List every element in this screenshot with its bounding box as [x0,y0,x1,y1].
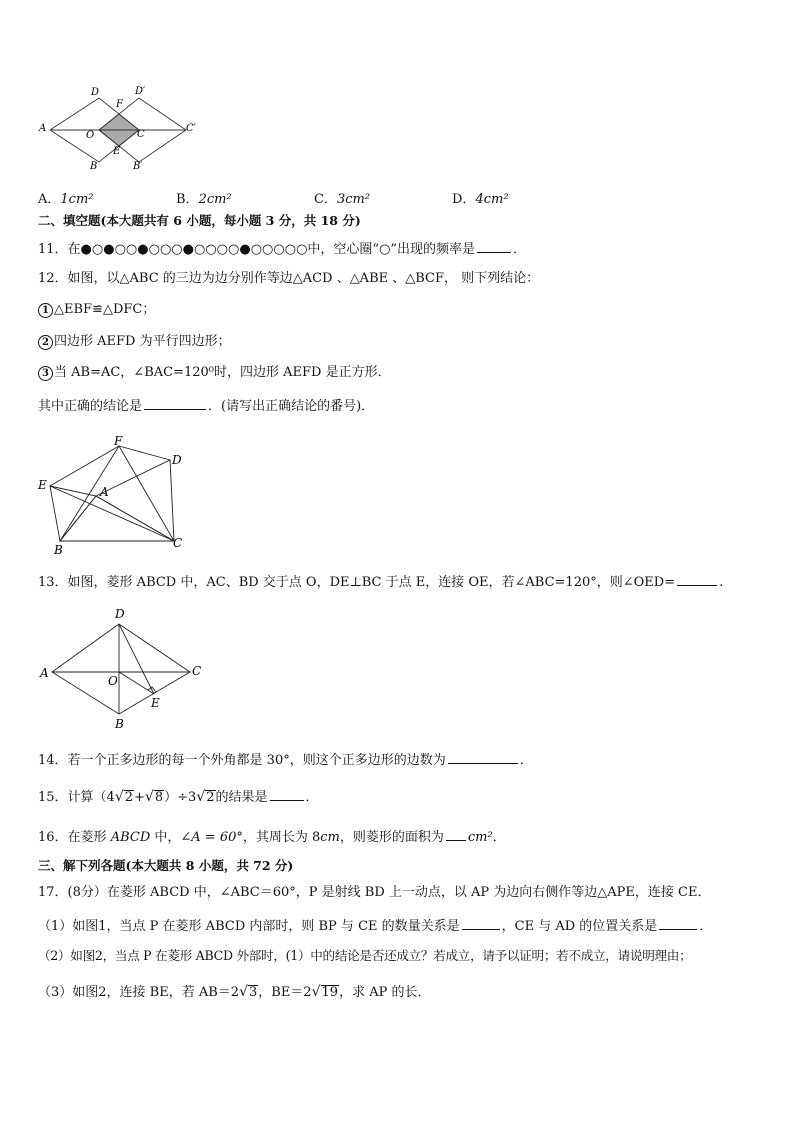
label-D: D [172,453,182,467]
label-C: C [173,536,183,550]
label-O: O [108,674,118,688]
question-12-ask: 其中正确的结论是 ．(请写出正确结论的番号)． [38,396,374,415]
figure-q12 [36,434,196,558]
question-12-statement-1: 1 △EBF≌△DFC； [38,302,155,318]
answer-blank-15[interactable] [270,787,304,801]
section-3-heading: 三、解下列各题(本大题共 8 小题，共 72 分) [38,858,294,873]
rhombus-abcd [52,624,190,714]
answer-blank-17-1a[interactable] [462,916,500,930]
question-17-part-2: （2）如图2，当点 P 在菱形 ABCD 外部时，(1）中的结论是否还成立？若成立，请予以证明；若不成立，请说明理由； [38,948,692,963]
circle-sequence: ●○●○○●○○○●○○○○●○○○○○ [80,242,308,257]
question-17-part-1: （1）如图1，当点 P 在菱形 ABCD 内部时，则 BP 与 CE 的数量关系是 ，CE 与 AD 的位置关系是 ． [38,916,712,935]
triangle-abc [60,496,174,541]
segment-ec [50,486,174,541]
label-F: F [114,434,123,448]
label-E: E [113,146,121,157]
label-E: E [38,478,47,492]
answer-blank-14[interactable] [448,750,518,764]
label-E: E [151,696,160,710]
section-2-heading: 二、填空题(本大题共有 6 小题，每小题 3 分，共 18 分) [38,213,361,228]
label-B: B [90,161,98,172]
label-B: B [115,717,124,731]
answer-blank-17-1b[interactable] [659,916,697,930]
label-D: D [91,87,100,98]
question-15: 15．计算（4√2+√8）÷3√2的结果是 ． [38,789,319,805]
label-C: C [192,664,202,678]
option-a: A．1cm² [38,192,94,207]
label-Dprime: D′ [135,86,146,97]
segment-ef [50,446,119,486]
label-Bprime: B′ [133,161,143,172]
question-12-statement-2: 2 四边形 AEFD 为平行四边形； [38,334,231,350]
answer-blank-16[interactable] [446,827,466,841]
figure-q13 [36,604,206,732]
question-14: 14．若一个正多边形的每一个外角都是 30°，则这个正多边形的边数为 ． [38,750,533,769]
question-12-statement-3: 3 当 AB=AC，∠BAC=120⁰时，四边形 AEFD 是正方形． [38,365,391,381]
triangle-bcf [60,446,174,541]
label-A: A [39,123,47,134]
question-17-part-3: （3）如图2，连接 BE，若 AB＝2√3，BE＝2√19，求 AP 的长． [38,984,431,1000]
label-C: C [137,129,145,140]
option-b: B．2cm² [176,192,232,207]
question-16: 16．在菱形 ABCD 中，∠A = 60°，其周长为 8cm，则菱形的面积为 cm²． [38,827,506,846]
question-11: 11．在●○●○○●○○○●○○○○●○○○○○中，空心圈“○”出现的频率是 ． [38,239,526,258]
label-B: B [54,543,63,557]
label-A: A [100,485,109,499]
label-Cprime: C′ [186,123,196,134]
answer-blank-12[interactable] [144,396,206,410]
option-d: D．4cm² [452,192,509,207]
label-O: O [86,130,95,141]
question-12-stem: 12．如图，以△ABC 的三边为边分别作等边△ACD 、△ABE 、△BCF， 则下列结论： [38,271,540,286]
label-F: F [116,99,123,110]
label-A: A [40,666,49,680]
option-c: C．3cm² [314,192,371,207]
answer-blank-11[interactable] [477,239,511,253]
question-13: 13．如图，菱形 ABCD 中，AC、BD 交于点 O，DE⊥BC 于点 E，连接 OE，若∠ABC=120°，则∠OED= . [38,572,723,591]
triangle-acd [96,460,174,541]
answer-blank-13[interactable] [677,572,717,586]
label-D: D [115,607,125,621]
figure-q10 [36,82,206,174]
segment-fd [119,446,170,460]
question-17-stem: 17．(8分）在菱形 ABCD 中，∠ABC＝60°，P 是射线 BD 上一动点，以 AP 为边向右侧作等边△APE，连接 CE． [38,885,711,900]
